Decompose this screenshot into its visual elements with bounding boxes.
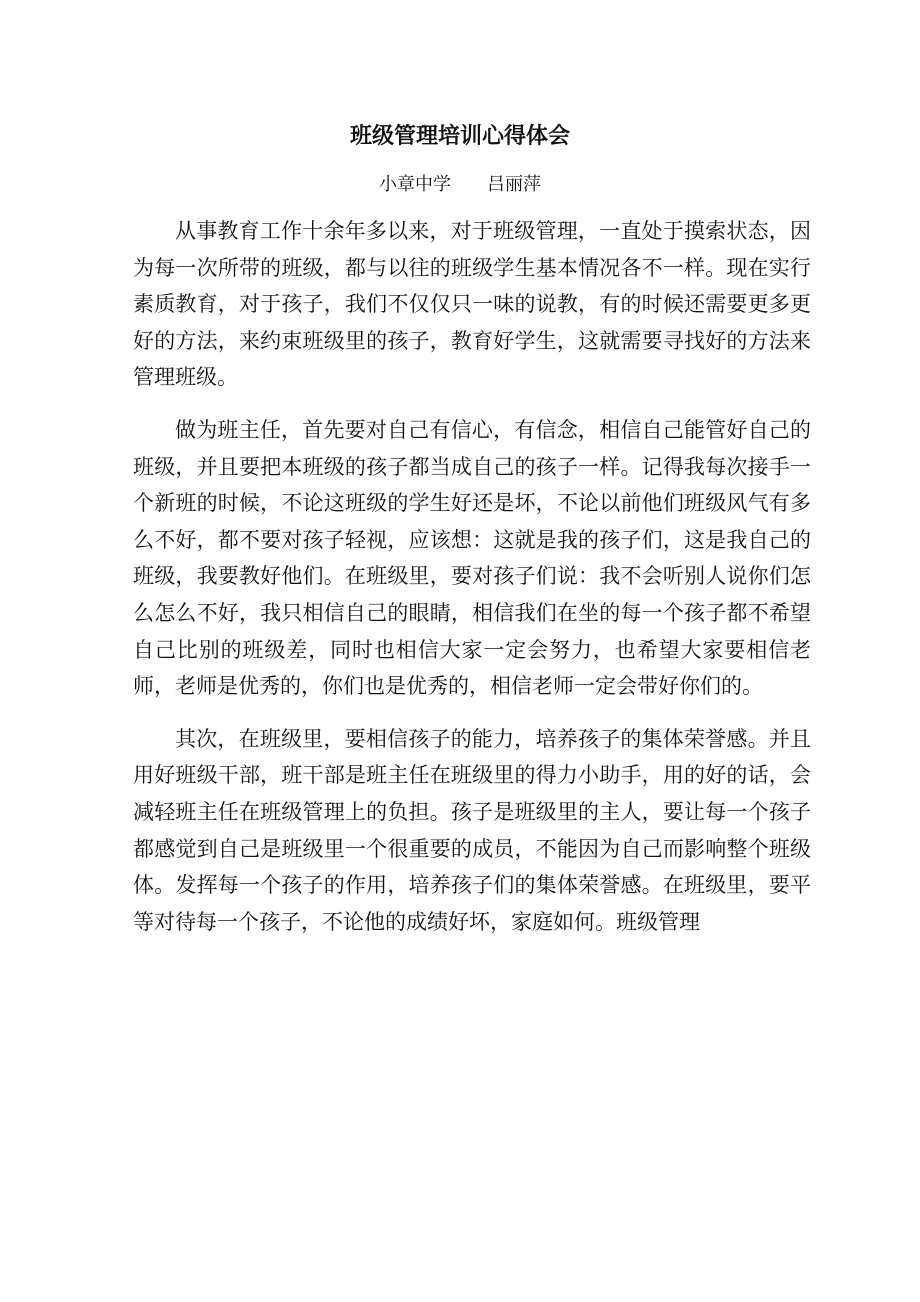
- author-byline: 小章中学 吕丽萍: [379, 174, 541, 195]
- paragraph: 做为班主任，首先要对自己有信心，有信念，相信自己能管好自己的班级，并且要把本班级的孩子都当成自己的孩子一样。记得我每次接手一个新班的时候，不论这班级的学生好还是坏，不论以前他们班级风气有多么不好，都不要对孩子轻视，应该想：这就是我的孩子们，这是我自己的班级，我要教好他们。在班级里，要对孩子们说：我不会听别人说你们怎么怎么不好，我只相信自己的眼睛，相信我们在坐的每一个孩子都不希望自己比别的班级差，同时也相信大家一定会努力，也希望大家要相信老师，老师是优秀的，你们也是优秀的，相信老师一定会带好你们的。: [133, 417, 811, 699]
- document-body: [133, 213, 811, 940]
- paragraph: 其次，在班级里，要相信孩子的能力，培养孩子的集体荣誉感。并且用好班级干部，班干部是班主任在班级里的得力小助手，用的好的话，会减轻班主任在班级管理上的负担。孩子是班级里的主人，要让每一个孩子都感觉到自己是班级里一个很重要的成员，不能因为自己而影响整个班级体。发挥每一个孩子的作用，培养孩子们的集体荣誉感。在班级里，要平等对待每一个孩子，不论他的成绩好坏，家庭如何。班级管理: [133, 726, 811, 934]
- paragraph: 从事教育工作十余年多以来，对于班级管理，一直处于摸索状态，因为每一次所带的班级，都与以往的班级学生基本情况各不一样。现在实行素质教育，对于孩子，我们不仅仅只一味的说教，有的时候还需要更多更好的方法，来约束班级里的孩子，教育好学生，这就需要寻找好的方法来管理班级。: [133, 219, 811, 390]
- page-title: 班级管理培训心得体会: [349, 123, 570, 149]
